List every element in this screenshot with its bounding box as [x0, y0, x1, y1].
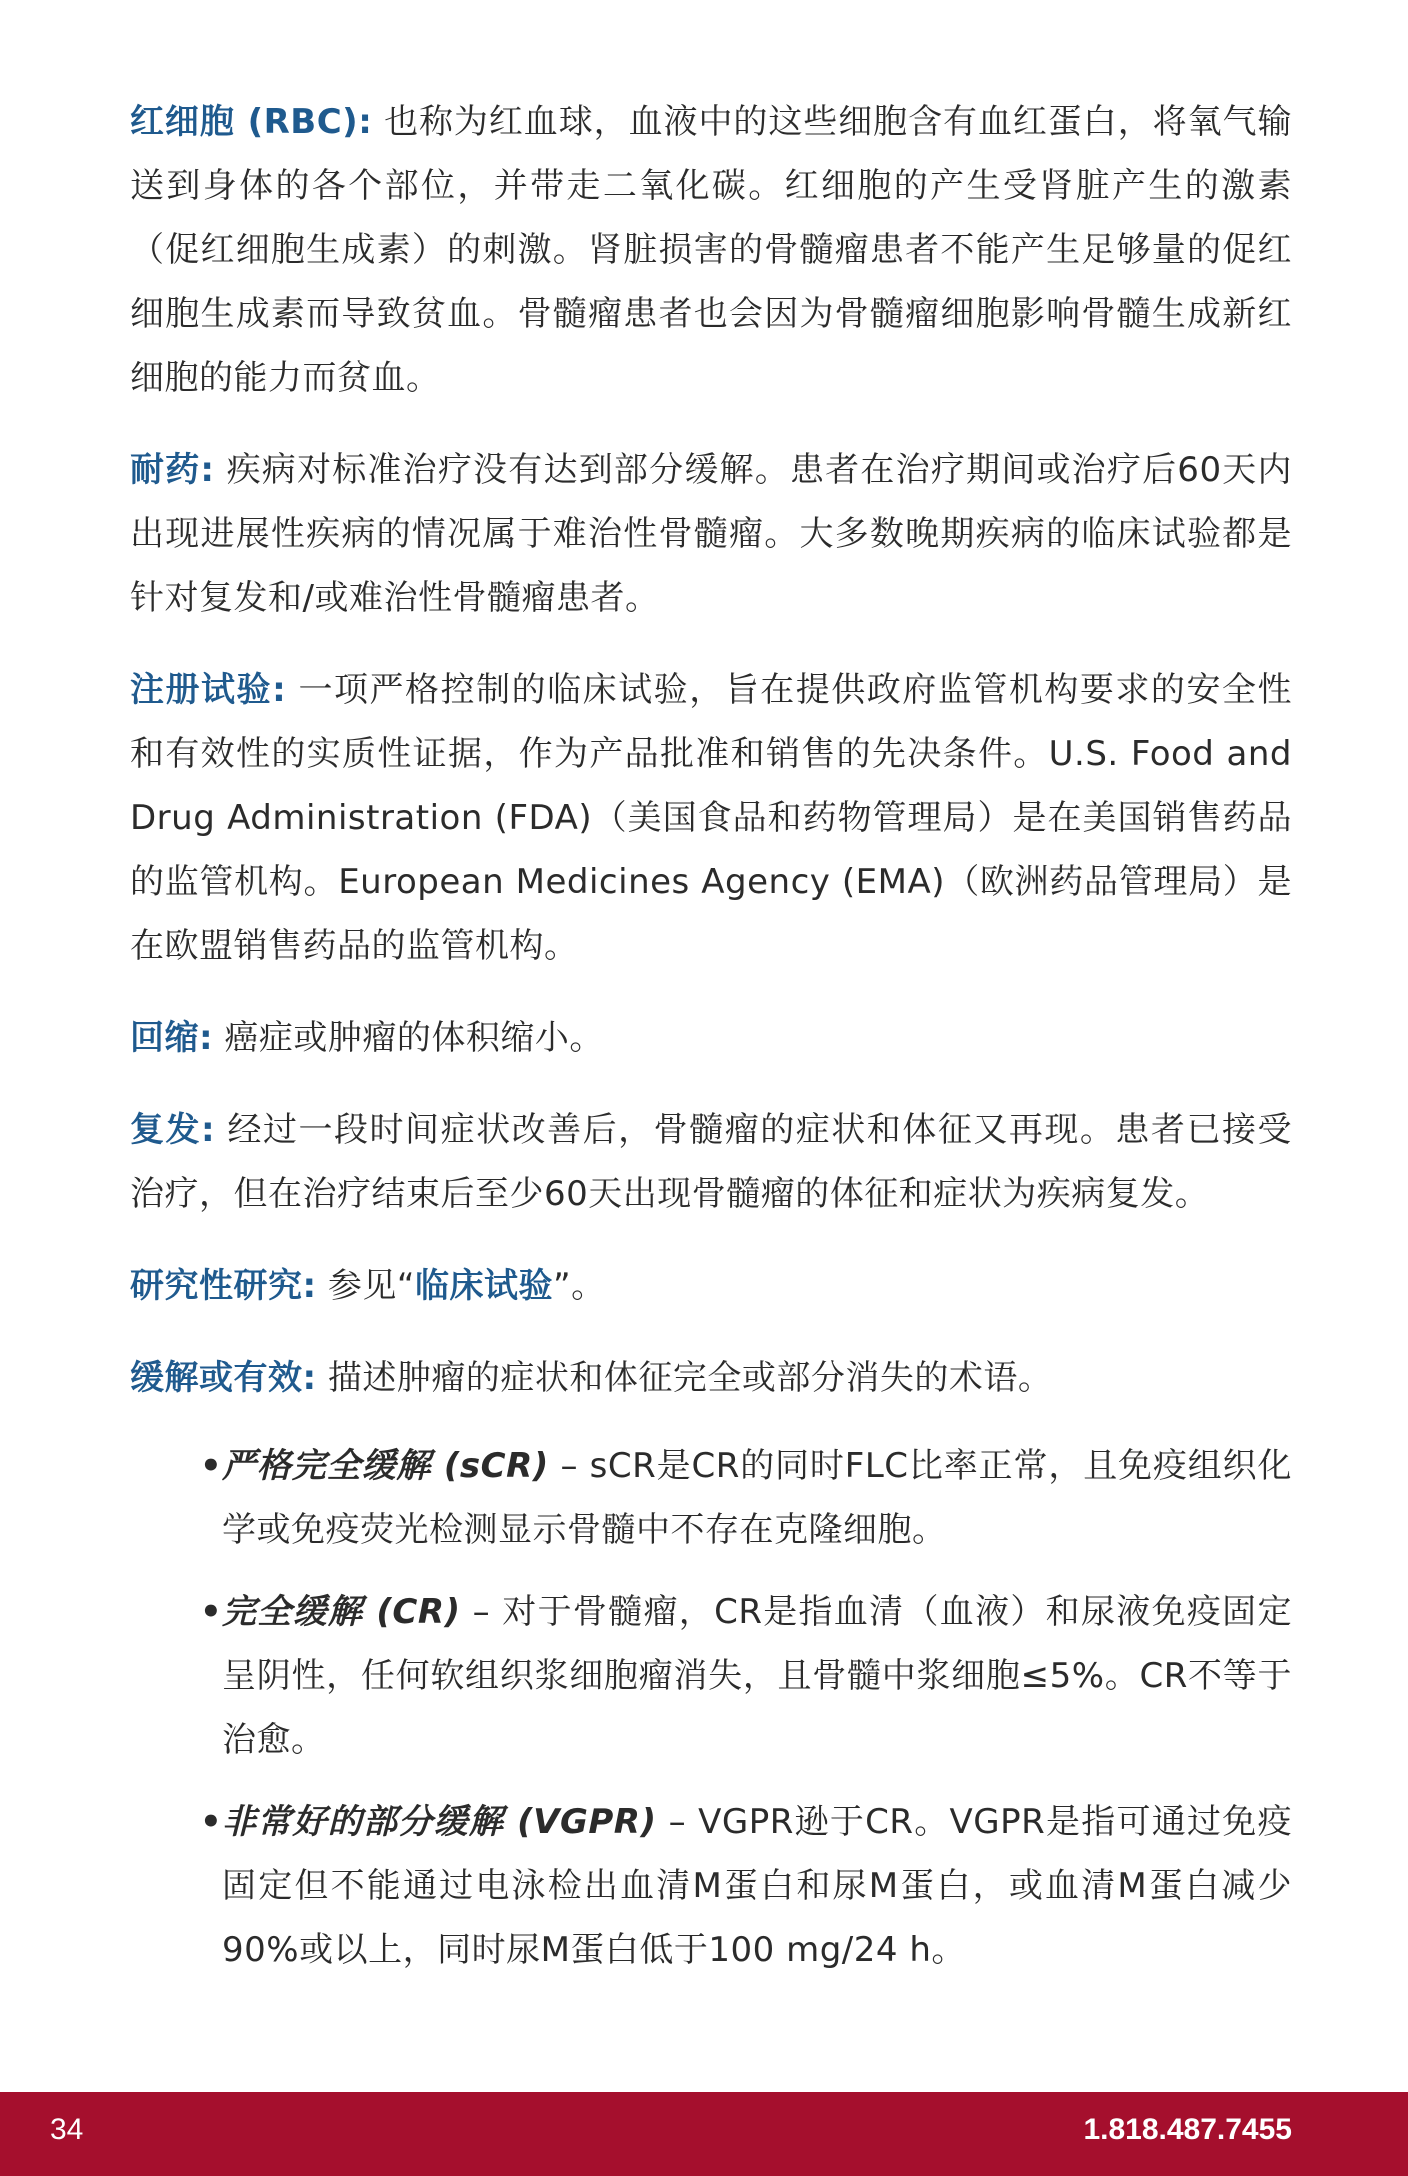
list-item-term: 完全缓解 (CR): [222, 1592, 461, 1632]
glossary-entry-registration-trial: [130, 658, 1292, 978]
glossary-entry-refractory: [130, 438, 1292, 630]
list-item-cr: [200, 1580, 1292, 1772]
glossary-entry-remission: [130, 1346, 1292, 1410]
list-item-text: – sCR是CR的同时FLC比率正常，且免疫组织化学或免疫荧光检测显示骨髓中不存在克隆细胞。: [222, 1446, 1292, 1550]
glossary-definition: 癌症或肿瘤的体积缩小。: [224, 1018, 604, 1058]
list-item-scr: [200, 1434, 1292, 1562]
glossary-term: 注册试验:: [130, 670, 287, 710]
list-item-term: 非常好的部分缓解 (VGPR): [222, 1802, 657, 1842]
list-item-term: 严格完全缓解 (sCR): [222, 1446, 549, 1486]
glossary-definition-end: ”。: [553, 1266, 606, 1306]
glossary-term: 红细胞 (RBC):: [130, 102, 373, 142]
glossary-term: 研究性研究:: [130, 1266, 317, 1306]
clinical-trial-link[interactable]: 临床试验: [415, 1266, 554, 1306]
remission-types-list: [130, 1434, 1292, 1982]
page-number: 34: [50, 2113, 84, 2146]
glossary-content: [130, 90, 1292, 2000]
glossary-entry-research-study: [130, 1254, 1292, 1318]
glossary-term: 耐药:: [130, 450, 215, 490]
glossary-definition: 经过一段时间症状改善后，骨髓瘤的症状和体征又再现。患者已接受治疗，但在治疗结束后至少60天出现骨髓瘤的体征和症状为疾病复发。: [130, 1110, 1292, 1214]
bullet-marker: •: [200, 1802, 223, 1842]
bullet-marker: •: [200, 1592, 223, 1632]
bullet-marker: •: [200, 1446, 223, 1486]
glossary-entry-relapse: [130, 1098, 1292, 1226]
glossary-definition: 一项严格控制的临床试验，旨在提供政府监管机构要求的安全性和有效性的实质性证据，作为产品批准和销售的先决条件。U.S. Food and Drug Administration (FDA)（美国食品和药物管理局）是在美国销售药品的监管机构。European Medicines Agency (EMA)（欧洲药品管理局）是在欧盟销售药品的监管机构。: [130, 670, 1292, 966]
glossary-term: 复发:: [130, 1110, 216, 1150]
glossary-definition: 描述肿瘤的症状和体征完全或部分消失的术语。: [327, 1358, 1053, 1398]
glossary-term: 回缩:: [130, 1018, 214, 1058]
glossary-entry-regression: [130, 1006, 1292, 1070]
glossary-definition: 也称为红血球，血液中的这些细胞含有血红蛋白，将氧气输送到身体的各个部位，并带走二氧化碳。红细胞的产生受肾脏产生的激素（促红细胞生成素）的刺激。肾脏损害的骨髓瘤患者不能产生足够量的促红细胞生成素而导致贫血。骨髓瘤患者也会因为骨髓瘤细胞影响骨髓生成新红细胞的能力而贫血。: [130, 102, 1292, 398]
glossary-term: 缓解或有效:: [130, 1358, 317, 1398]
glossary-entry-rbc: [130, 90, 1292, 410]
glossary-definition: 疾病对标准治疗没有达到部分缓解。患者在治疗期间或治疗后60天内出现进展性疾病的情况属于难治性骨髓瘤。大多数晚期疾病的临床试验都是针对复发和/或难治性骨髓瘤患者。: [130, 450, 1292, 618]
list-item-text: – VGPR逊于CR。VGPR是指可通过免疫固定但不能通过电泳检出血清M蛋白和尿M蛋白，或血清M蛋白减少90%或以上，同时尿M蛋白低于100 mg/24 h。: [222, 1802, 1292, 1970]
footer-bar: [0, 2092, 1408, 2176]
glossary-definition: 参见“: [327, 1266, 416, 1306]
phone-number[interactable]: 1.818.487.7455: [1083, 2113, 1292, 2146]
list-item-text: – 对于骨髓瘤，CR是指血清（血液）和尿液免疫固定呈阴性，任何软组织浆细胞瘤消失，且骨髓中浆细胞≤5%。CR不等于治愈。: [222, 1592, 1292, 1760]
list-item-vgpr: [200, 1790, 1292, 1982]
